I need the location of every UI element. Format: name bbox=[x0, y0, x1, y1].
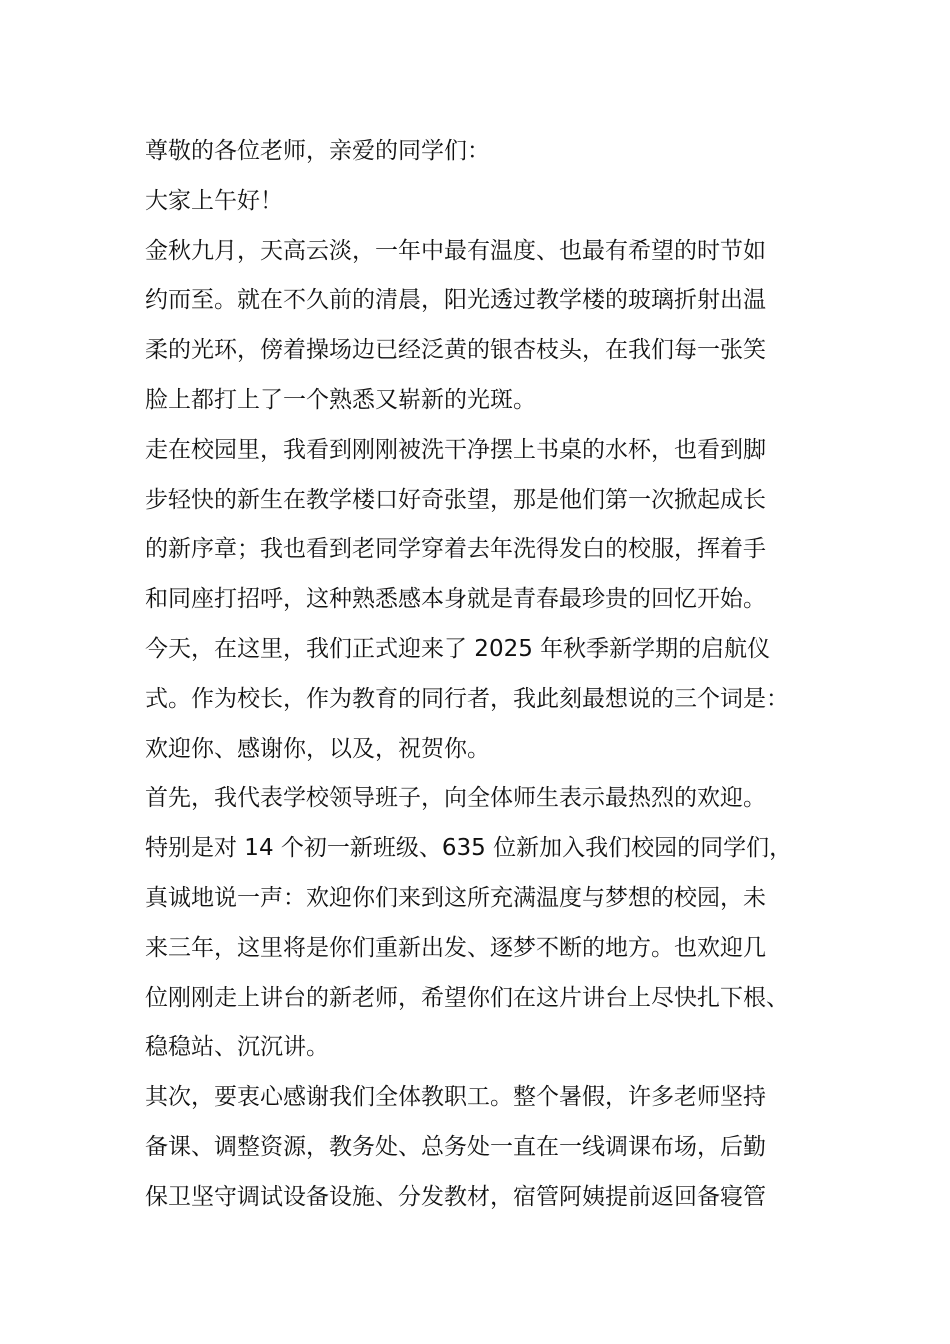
text-line: 步轻快的新生在教学楼口好奇张望，那是他们第一次掀起成长 bbox=[145, 486, 766, 513]
text-line: 今天，在这里，我们正式迎来了 2025 年秋季新学期的启航仪 bbox=[145, 635, 771, 662]
text-line: 欢迎你、感谢你，以及，祝贺你。 bbox=[145, 735, 490, 762]
text-line: 柔的光环，傍着操场边已经泛黄的银杏枝头，在我们每一张笑 bbox=[145, 337, 766, 364]
text-line: 脸上都打上了一个熟悉又崭新的光斑。 bbox=[145, 386, 536, 413]
text-line: 特别是对 14 个初一新班级、635 位新加入我们校园的同学们， bbox=[145, 835, 793, 862]
text-line: 尊敬的各位老师，亲爱的同学们： bbox=[145, 138, 490, 164]
text-line: 稳稳站、沉沉讲。 bbox=[145, 1034, 329, 1061]
text-line: 其次，要衷心感谢我们全体教职工。整个暑假，许多老师坚持 bbox=[145, 1084, 766, 1111]
text-line: 来三年，这里将是你们重新出发、逐梦不断的地方。也欢迎几 bbox=[145, 934, 766, 961]
text-line: 走在校园里，我看到刚刚被洗干净摆上书桌的水杯，也看到脚 bbox=[145, 436, 766, 463]
text-line: 约而至。就在不久前的清晨，阳光透过教学楼的玻璃折射出温 bbox=[145, 287, 766, 314]
text-line: 真诚地说一声：欢迎你们来到这所充满温度与梦想的校园，未 bbox=[145, 884, 766, 911]
speech-text bbox=[145, 127, 845, 1223]
text-line: 金秋九月，天高云淡，一年中最有温度、也最有希望的时节如 bbox=[145, 237, 766, 264]
text-line: 的新序章；我也看到老同学穿着去年洗得发白的校服，挥着手 bbox=[145, 536, 766, 563]
text-line: 位刚刚走上讲台的新老师，希望你们在这片讲台上尽快扎下根、 bbox=[145, 984, 789, 1011]
text-line: 式。作为校长，作为教育的同行者，我此刻最想说的三个词是： bbox=[145, 685, 789, 712]
text-line: 保卫坚守调试设备设施、分发教材，宿管阿姨提前返回备寝管 bbox=[145, 1183, 766, 1210]
text-line: 首先，我代表学校领导班子，向全体师生表示最热烈的欢迎。 bbox=[145, 785, 766, 812]
text-line: 和同座打招呼，这种熟悉感本身就是青春最珍贵的回忆开始。 bbox=[145, 586, 766, 613]
text-line: 大家上午好！ bbox=[145, 187, 283, 214]
text-line: 备课、调整资源，教务处、总务处一直在一线调课布场，后勤 bbox=[145, 1133, 766, 1160]
